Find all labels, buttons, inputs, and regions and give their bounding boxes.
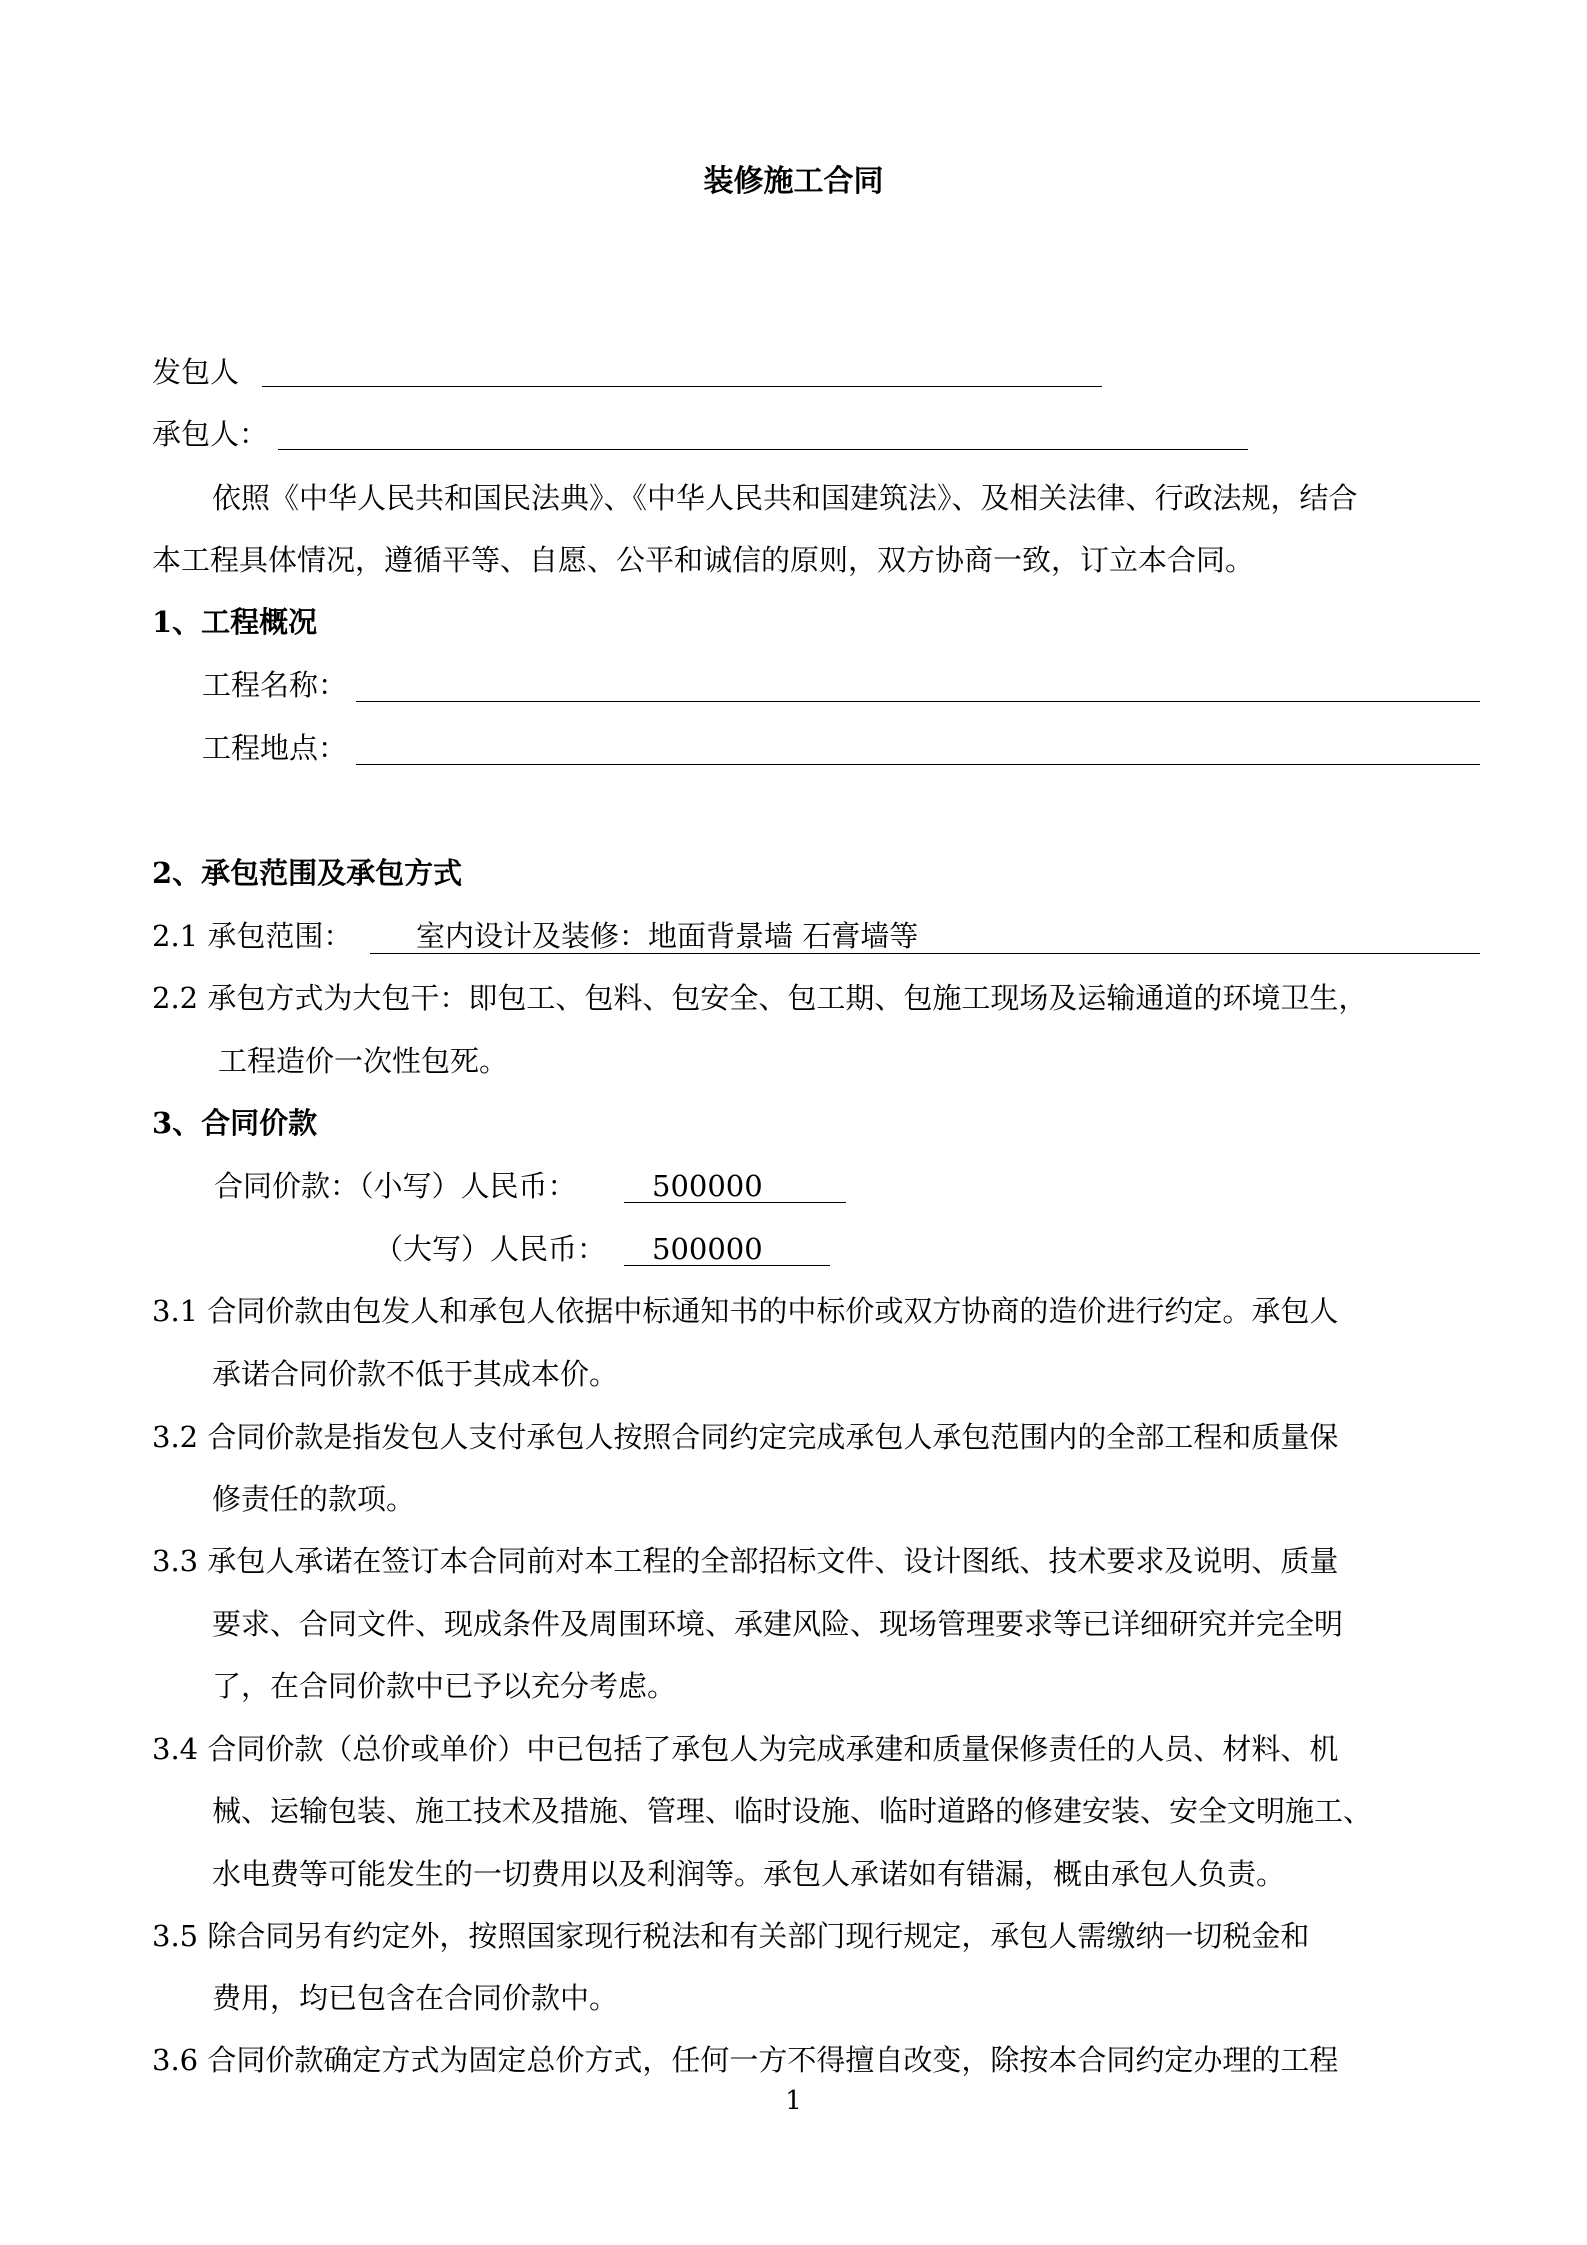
clause-3-5-line-2: 费用，均已包含在合同价款中。 [212, 1981, 619, 2015]
contract-method-line-1: 2.2 承包方式为大包干：即包工、包料、包安全、包工期、包施工现场及运输通道的环境卫生， [152, 981, 1368, 1015]
price-small-value: 500000 [652, 1169, 763, 1203]
document-title: 装修施工合同 [703, 164, 884, 199]
price-big-underline [624, 1265, 830, 1266]
clause-3-4-line-1: 3.4 合同价款（总价或单价）中已包括了承包人为完成承建和质量保修责任的人员、材料、机 [152, 1732, 1339, 1766]
clause-3-2-line-1: 3.2 合同价款是指发包人支付承包人按照合同约定完成承包人承包范围内的全部工程和质量保 [152, 1420, 1339, 1454]
price-small-underline [624, 1202, 846, 1203]
clause-3-1-line-2: 承诺合同价款不低于其成本价。 [212, 1357, 619, 1391]
project-name-underline [356, 701, 1480, 702]
section-2-heading: 2、承包范围及承包方式 [152, 856, 463, 890]
section-3-heading: 3、合同价款 [152, 1106, 318, 1140]
section-1-heading: 1、工程概况 [152, 605, 318, 639]
contractor-underline [278, 449, 1248, 450]
clause-3-4-line-3: 水电费等可能发生的一切费用以及利润等。承包人承诺如有错漏，概由承包人负责。 [212, 1857, 1286, 1891]
clause-3-1-line-1: 3.1 合同价款由包发人和承包人依据中标通知书的中标价或双方协商的造价进行约定。承包人 [152, 1294, 1339, 1328]
clause-3-6-line-1: 3.6 合同价款确定方式为固定总价方式，任何一方不得擅自改变，除按本合同约定办理的工程 [152, 2043, 1339, 2077]
intro-line-1: 依照《中华人民共和国民法典》、《中华人民共和国建筑法》、及相关法律、行政法规，结合 [212, 481, 1358, 515]
clause-3-3-line-1: 3.3 承包人承诺在签订本合同前对本工程的全部招标文件、设计图纸、技术要求及说明、质量 [152, 1544, 1339, 1578]
clause-3-4-line-2: 械、运输包装、施工技术及措施、管理、临时设施、临时道路的修建安装、安全文明施工、 [212, 1794, 1373, 1828]
scope-underline [370, 953, 1480, 954]
price-small-label: 合同价款：（小写）人民币： [214, 1169, 577, 1203]
employer-underline [262, 386, 1102, 387]
project-location-label: 工程地点： [202, 731, 348, 765]
scope-value: 室内设计及装修：地面背景墙 石膏墙等 [416, 919, 919, 953]
clause-3-3-line-2: 要求、合同文件、现成条件及周围环境、承建风险、现场管理要求等已详细研究并完全明 [212, 1607, 1344, 1641]
clause-3-2-line-2: 修责任的款项。 [212, 1482, 416, 1516]
clause-3-3-line-3: 了，在合同价款中已予以充分考虑。 [212, 1669, 677, 1703]
intro-line-2: 本工程具体情况，遵循平等、自愿、公平和诚信的原则，双方协商一致，订立本合同。 [152, 543, 1255, 577]
project-location-underline [356, 764, 1480, 765]
clause-3-5-line-1: 3.5 除合同另有约定外，按照国家现行税法和有关部门现行规定，承包人需缴纳一切税金和 [152, 1919, 1310, 1953]
price-big-label: （大写）人民币： [374, 1232, 607, 1266]
price-big-value: 500000 [652, 1232, 763, 1266]
page-number: 1 [785, 2086, 802, 2116]
employer-label: 发包人 [152, 355, 240, 389]
contract-method-line-2: 工程造价一次性包死。 [218, 1044, 509, 1078]
project-name-label: 工程名称： [202, 668, 348, 702]
contractor-label: 承包人： [152, 417, 269, 451]
scope-label: 2.1 承包范围： [152, 919, 353, 953]
